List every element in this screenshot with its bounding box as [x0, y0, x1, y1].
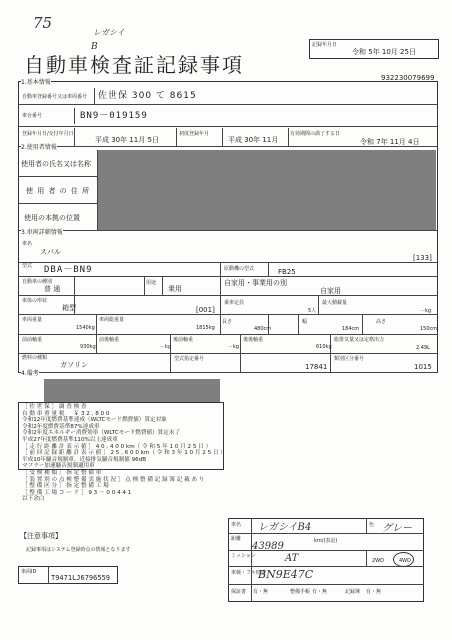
- sticker-color-label: 色: [369, 522, 375, 528]
- front-front-axle-label: 前前軸重: [22, 337, 43, 343]
- sticker-record-value: 有・無: [366, 589, 382, 595]
- rear-front-axle-label: 後前軸重: [173, 337, 194, 343]
- remark-line: マフラー加速騒音規制適用車: [22, 463, 95, 470]
- body-value: 箱型: [62, 304, 76, 312]
- remark-line: 令和2年度エネルギー消費効率（WLTCモード燃費値）算定未了: [22, 430, 181, 437]
- sticker-2wd: 2WD: [372, 558, 384, 564]
- sticker-4wd: 4WD: [399, 558, 411, 564]
- sticker-record-label: 記録簿: [345, 589, 361, 595]
- engine-value: FB25: [278, 268, 296, 276]
- weight-label: 車両重量: [22, 317, 43, 323]
- sticker-color-value: グレー: [382, 523, 412, 534]
- make-value: スバル: [40, 248, 61, 256]
- reg-number: 佐世保 300 て 8615: [98, 91, 197, 101]
- sticker-warranty-label: 保証書: [231, 589, 247, 595]
- notice-text: 記録事項はシステム登録時点の情報となります: [26, 547, 131, 553]
- remark-line: ［ 整 備 区 分 ］ 指 定 整 備 工 場: [22, 483, 109, 490]
- vehicle-id-value: T9471LJ6796559: [51, 574, 111, 582]
- sticker-mission-value: AT: [285, 553, 299, 564]
- width-value: 184cm: [342, 326, 360, 332]
- remark-line: ［ 整 備 工 場 コ ー ド ］ 9 3 － 0 0 4 4 1: [22, 489, 132, 496]
- handwritten-car: レガシイ: [93, 28, 125, 37]
- displacement-value: 2.49L: [416, 345, 430, 351]
- usage-base-label: 使用の本拠の位置: [24, 214, 80, 222]
- make-code: [133]: [413, 254, 432, 262]
- remarks-redacted: [44, 379, 220, 402]
- remark-line: ［ 装 置 別 の 点 検 整 備 実 施 状 況 ］ 点 検 整 備 記 録 簿 記 載 あ り: [22, 476, 205, 483]
- issue-date: 令和 5年 10月 25日: [352, 48, 416, 56]
- vehicle-type-label: 自動車の種別: [22, 279, 53, 285]
- capacity-label: 乗車定員: [224, 300, 245, 306]
- rear-front-axle-value: －kg: [228, 344, 240, 350]
- remark-line: 自 動 車 重 量 税 ￥ 3 2 , 8 0 0: [22, 410, 110, 417]
- use-value: 乗用: [168, 285, 182, 293]
- remarks-list: [22, 404, 226, 503]
- user-address-label: 使 用 者 の 住 所: [26, 187, 91, 195]
- purpose-value: 自家用: [320, 287, 341, 295]
- section-basic: 1.基本情報: [21, 79, 51, 86]
- user-info-redacted: [98, 150, 436, 230]
- gross-weight-value: 1815kg: [196, 325, 215, 331]
- rear-rear-axle-label: 後後軸重: [243, 337, 264, 343]
- body-code: [001]: [196, 306, 215, 314]
- remark-line: 令和2年度燃費基準87%達成車: [22, 423, 100, 430]
- sticker-mileage-value: 43989: [252, 541, 284, 552]
- use-label: 用途: [146, 280, 157, 286]
- body-label: 車体の形状: [22, 298, 48, 304]
- notice-title: 【注意事項】: [20, 532, 62, 540]
- front-rear-axle-value: －kg: [160, 344, 172, 350]
- section-vehicle: 3.車両詳細情報: [21, 229, 63, 236]
- rear-rear-axle-value: 610kg: [316, 344, 332, 350]
- first-registration: 平成 30年 11月: [228, 136, 279, 144]
- first-registration-label: 初度登録年月: [179, 131, 210, 137]
- section-user: 2.使用者情報: [21, 144, 57, 151]
- max-load-value: －kg: [420, 308, 432, 314]
- expiry-date: 令和 7年 11月 4日: [360, 138, 420, 146]
- sticker-name-value: レガシイB4: [258, 522, 312, 533]
- spec-number-value: 17841: [305, 363, 328, 371]
- remark-line: ［ 走 行 距 離 計 表 示 値 ］ 4 0 , 4 0 0 km（ 令 和 5 年 1 0 月 2 5 日 ）: [22, 443, 212, 450]
- registration-date-label: 登録年月日/交付年月日: [22, 131, 74, 137]
- purpose-label: 自家用・事業用の別: [224, 279, 287, 287]
- remark-line: 平成10年騒音規制車。近接排気騒音規制値 96dB: [22, 456, 147, 463]
- remark-line: ［ 前 回 記 録 距 離 計 表 示 値 ］ 2 5 , 6 0 0 km（ 令 和 3 年 1 0 月 2 5 日 ）: [22, 450, 226, 457]
- height-label: 高さ: [376, 319, 387, 325]
- sticker-mileage-label: 距離: [231, 536, 242, 542]
- front-front-axle-value: 930kg: [80, 344, 96, 350]
- vehicle-type: 普 通: [44, 285, 61, 293]
- engine-label: 原動機の型式: [224, 266, 255, 272]
- section-remarks: 4.備考: [21, 370, 39, 377]
- width-label: 幅: [302, 319, 308, 325]
- length-label: 長さ: [222, 319, 233, 325]
- length-value: 480cm: [254, 326, 272, 332]
- remark-line: 令和12年度燃費基準達成（WLTCモード燃費値）算定対象: [22, 417, 167, 424]
- doc-number: 932230079699: [381, 74, 435, 82]
- remark-line: ［ 佐 世 保 ］ 調 査 検 査: [22, 404, 87, 410]
- fuel-value: ガソリン: [60, 361, 88, 369]
- sticker-mileage-unit: km/(表記): [314, 538, 338, 544]
- expiry-label: 有効期間の満了する日: [290, 131, 341, 137]
- max-load-label: 最大積載量: [322, 300, 348, 306]
- capacity-value: 5人: [308, 308, 317, 314]
- chassis-number: BN9－019159: [80, 111, 148, 121]
- sticker-mission-label: ミッション: [231, 553, 256, 559]
- handwritten-number: 75: [33, 14, 53, 32]
- issue-date-label: 記録年月日: [312, 42, 338, 48]
- gross-weight-label: 車両総重量: [99, 317, 125, 323]
- sticker-4wd-circle: [393, 552, 414, 567]
- reg-number-label: 自動車登録番号又は車両番号: [22, 94, 88, 100]
- document-title: 自動車検査証記録事項: [24, 53, 244, 77]
- sticker-name-label: 車名: [231, 522, 242, 528]
- handwritten-mark: B: [91, 42, 98, 52]
- sticker-chassis-label: 車検・フル形式: [231, 570, 266, 576]
- sticker-warranty-value: 有・無: [253, 589, 269, 595]
- sticker-maintenance-value: 有・無: [312, 589, 328, 595]
- spec-number-label: 型式指定番号: [174, 356, 205, 362]
- remark-line: 以下余白: [22, 496, 45, 503]
- class-number-label: 類別区分番号: [334, 356, 365, 362]
- fuel-label: 燃料の種類: [22, 355, 48, 361]
- sticker-maintenance-label: 整備手帳: [290, 589, 311, 595]
- weight-value: 1540kg: [76, 325, 95, 331]
- model-value: DBA－BN9: [44, 265, 93, 275]
- remark-line: 平成27年度燃費基準110%以上達成車: [22, 436, 118, 443]
- make-label: 車名: [22, 241, 33, 247]
- displacement-label: 総排気量又は定格出力: [334, 337, 385, 343]
- sticker-chassis-value: BN9E47C: [258, 568, 314, 581]
- chassis-label: 車台番号: [22, 113, 43, 119]
- model-label: 型式: [22, 263, 33, 269]
- height-value: 150cm: [420, 326, 438, 332]
- class-number-value: 1015: [414, 363, 432, 371]
- vehicle-id-label: 車両ID: [21, 569, 37, 575]
- user-name-label: 使用者の氏名又は名称: [21, 160, 91, 168]
- remark-line: ［ 受 検 種 類 ］ 指 定 整 備 車: [22, 469, 102, 476]
- registration-date: 平成 30年 11月 5日: [95, 136, 159, 144]
- front-rear-axle-label: 前後軸重: [99, 337, 120, 343]
